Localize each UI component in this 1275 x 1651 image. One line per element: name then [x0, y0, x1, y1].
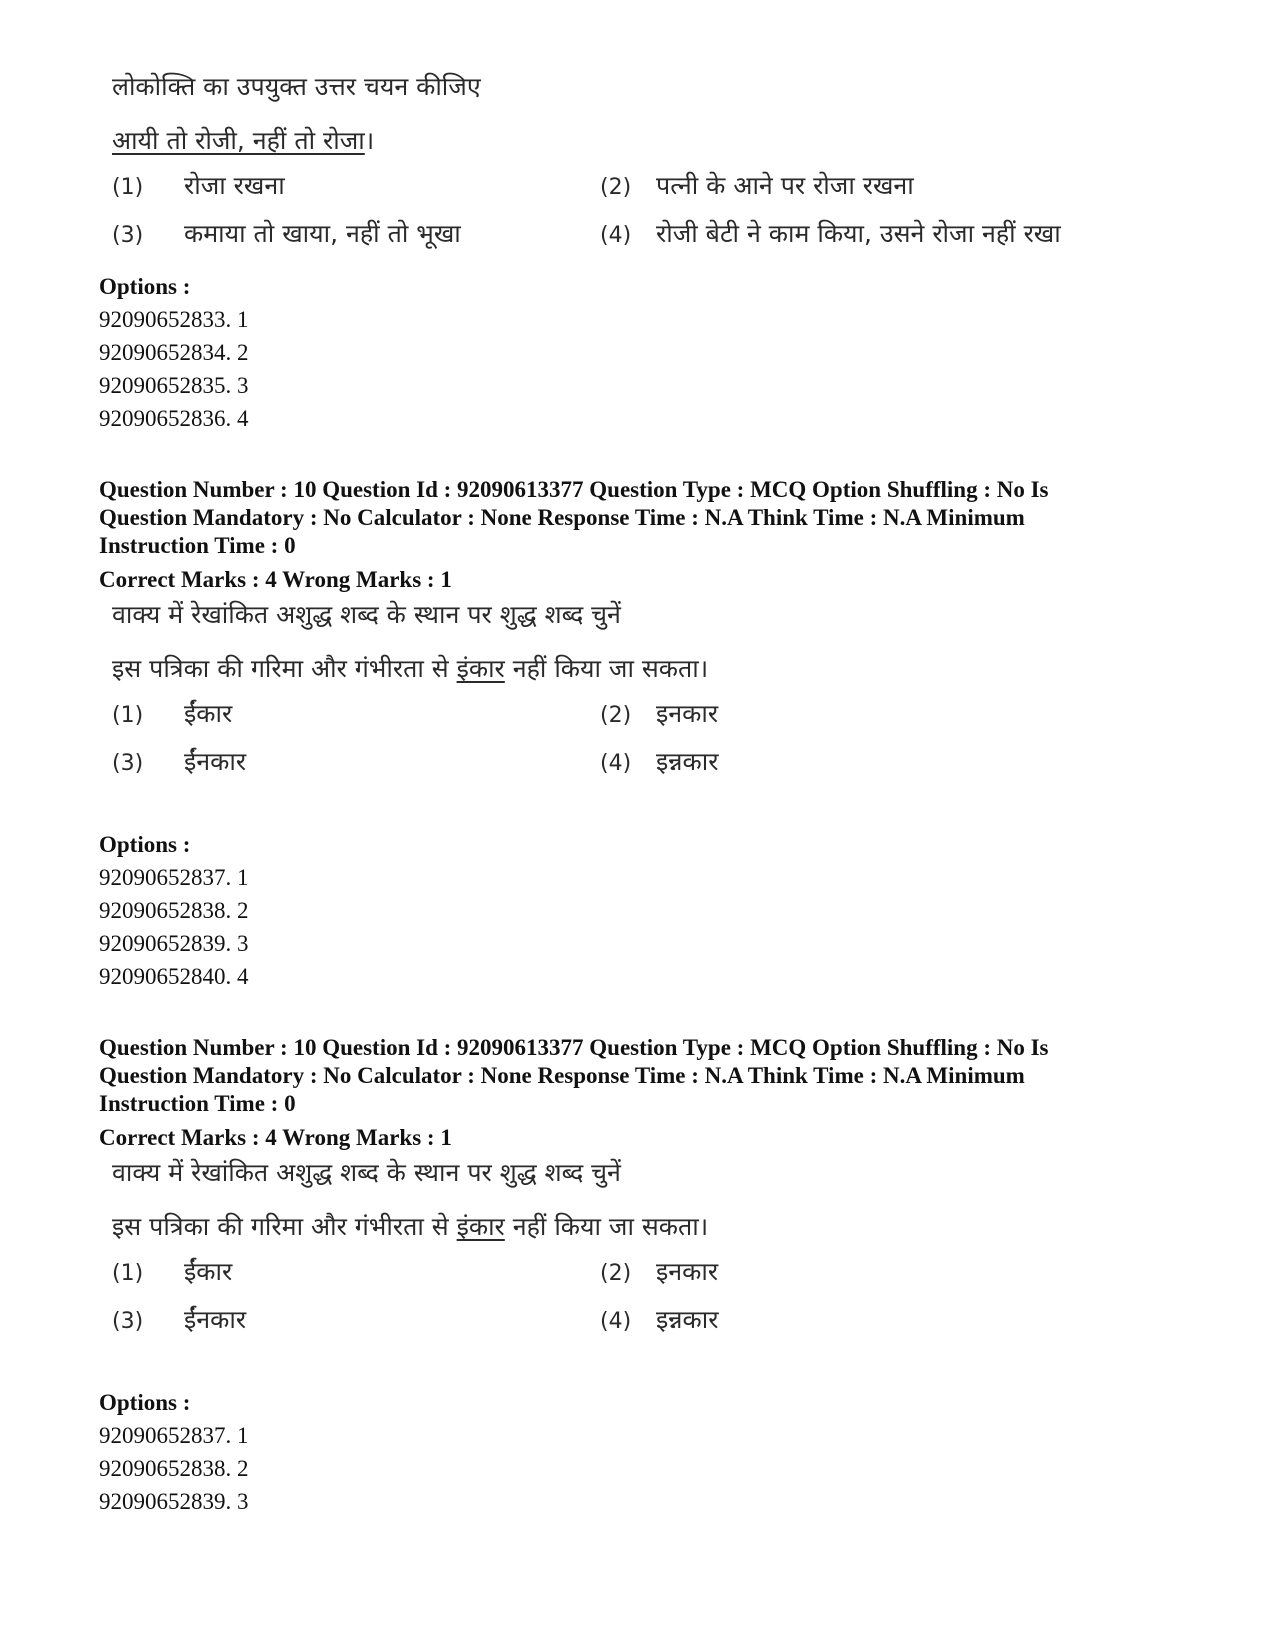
option-item: 92090652835. 3: [99, 373, 249, 398]
choice-number: (3): [112, 751, 144, 776]
choice-number: (4): [600, 751, 632, 776]
question-sentence: [112, 1210, 1112, 1244]
choice-grid: [112, 696, 1112, 792]
choice-number: (1): [112, 1261, 144, 1286]
sentence-after: नहीं किया जा सकता।: [504, 1212, 709, 1241]
choice-row: [112, 216, 1112, 264]
sentence-after: नहीं किया जा सकता।: [504, 654, 709, 683]
choice-text: इन्नकार: [656, 1305, 719, 1334]
question-stem: लोकोक्ति का उपयुक्त उत्तर चयन कीजिए: [112, 72, 481, 101]
options-label: Options :: [99, 274, 191, 299]
choice-number: (1): [112, 703, 144, 728]
underlined-word: इंकार: [456, 654, 505, 683]
question-image-1: [112, 70, 1112, 264]
choice-text: ईंनकार: [184, 747, 247, 776]
choice-text: इनकार: [656, 699, 719, 728]
choice-row: [112, 168, 1112, 216]
option-item: 92090652839. 3: [99, 931, 249, 956]
options-list-2: [99, 828, 249, 993]
question-sentence: [112, 124, 1112, 158]
choice-number: (2): [600, 703, 632, 728]
sentence-before: इस पत्रिका की गरिमा और गंभीरता से: [112, 1212, 457, 1241]
meta-line: Instruction Time : 0: [99, 1091, 296, 1116]
choice-4: [600, 216, 1061, 250]
options-list-3: [99, 1386, 249, 1518]
choice-1: [112, 696, 232, 730]
option-item: 92090652834. 2: [99, 340, 249, 365]
choice-row: [112, 744, 1112, 792]
option-item: 92090652838. 2: [99, 1456, 249, 1481]
choice-3: [112, 744, 246, 778]
choice-row: [112, 1254, 1112, 1302]
choice-3: [112, 1302, 246, 1336]
choice-3: [112, 216, 461, 250]
sentence-before: इस पत्रिका की गरिमा और गंभीरता से: [112, 654, 457, 683]
choice-text: रोजी बेटी ने काम किया, उसने रोजा नहीं रखा: [656, 219, 1061, 248]
choice-text: इनकार: [656, 1257, 719, 1286]
underlined-proverb: आयी तो रोजी, नहीं तो रोजा: [112, 126, 365, 155]
meta-line: Question Number : 10 Question Id : 92090613377 Question Type : MCQ Option Shuffling : No Is: [99, 477, 1049, 502]
underlined-word: इंकार: [456, 1212, 505, 1241]
choice-1: [112, 168, 285, 202]
choice-text: ईंनकार: [184, 1305, 247, 1334]
option-item: 92090652837. 1: [99, 865, 249, 890]
choice-4: [600, 1302, 718, 1336]
choice-text: ईंकार: [184, 699, 233, 728]
choice-text: पत्नी के आने पर रोजा रखना: [656, 171, 914, 200]
choice-number: (4): [600, 223, 632, 248]
option-item: 92090652838. 2: [99, 898, 249, 923]
choice-4: [600, 744, 718, 778]
question-stem: वाक्य में रेखांकित अशुद्ध शब्द के स्थान पर शुद्ध शब्द चुनें: [112, 600, 621, 629]
choice-grid: [112, 168, 1112, 264]
choice-number: (3): [112, 223, 144, 248]
options-label: Options :: [99, 1390, 191, 1415]
marks-line: Correct Marks : 4 Wrong Marks : 1: [99, 567, 452, 592]
question-image-2: [112, 598, 1112, 792]
question-stem: वाक्य में रेखांकित अशुद्ध शब्द के स्थान पर शुद्ध शब्द चुनें: [112, 1158, 621, 1187]
choice-number: (1): [112, 175, 144, 200]
choice-2: [600, 168, 914, 202]
option-item: 92090652837. 1: [99, 1423, 249, 1448]
meta-line: Instruction Time : 0: [99, 533, 296, 558]
choice-text: कमाया तो खाया, नहीं तो भूखा: [184, 219, 461, 248]
sentence-end: ।: [364, 126, 375, 155]
option-item: 92090652839. 3: [99, 1489, 249, 1514]
meta-line: Question Mandatory : No Calculator : None Response Time : N.A Think Time : N.A Minimum: [99, 505, 1025, 530]
choice-number: (3): [112, 1309, 144, 1334]
choice-number: (2): [600, 175, 632, 200]
choice-row: [112, 1302, 1112, 1350]
choice-number: (2): [600, 1261, 632, 1286]
question-meta-2: [99, 476, 1179, 594]
marks-line: Correct Marks : 4 Wrong Marks : 1: [99, 1125, 452, 1150]
options-list-1: [99, 270, 249, 435]
options-label: Options :: [99, 832, 191, 857]
choice-text: ईंकार: [184, 1257, 233, 1286]
meta-line: Question Number : 10 Question Id : 92090613377 Question Type : MCQ Option Shuffling : No Is: [99, 1035, 1049, 1060]
choice-text: रोजा रखना: [184, 171, 285, 200]
option-item: 92090652840. 4: [99, 964, 249, 989]
choice-grid: [112, 1254, 1112, 1350]
option-item: 92090652833. 1: [99, 307, 249, 332]
question-meta-3: [99, 1034, 1179, 1152]
choice-number: (4): [600, 1309, 632, 1334]
choice-1: [112, 1254, 232, 1288]
choice-text: इन्नकार: [656, 747, 719, 776]
question-sentence: [112, 652, 1112, 686]
choice-row: [112, 696, 1112, 744]
choice-2: [600, 1254, 718, 1288]
choice-2: [600, 696, 718, 730]
option-item: 92090652836. 4: [99, 406, 249, 431]
question-image-3: [112, 1156, 1112, 1350]
meta-line: Question Mandatory : No Calculator : None Response Time : N.A Think Time : N.A Minimum: [99, 1063, 1025, 1088]
